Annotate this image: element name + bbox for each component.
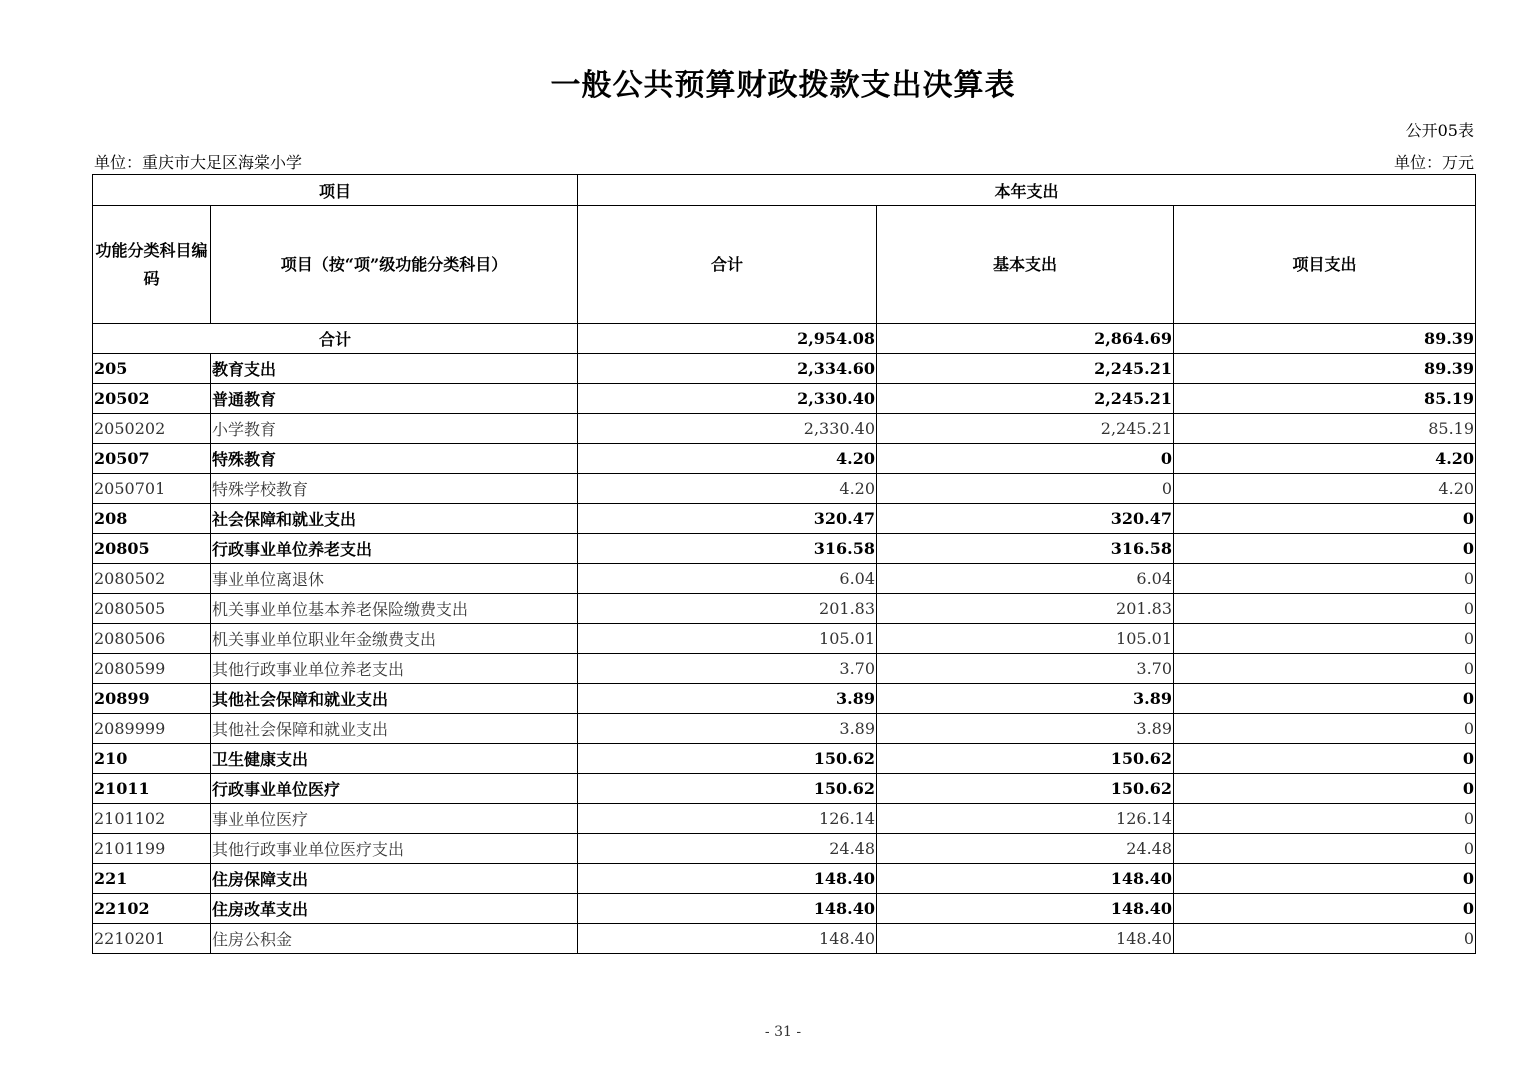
row-project: 0 xyxy=(1174,654,1476,684)
table-row xyxy=(93,624,1476,654)
row-basic: 3.70 xyxy=(877,654,1174,684)
table-row xyxy=(93,594,1476,624)
row-name: 住房公积金 xyxy=(211,924,578,954)
row-name: 机关事业单位职业年金缴费支出 xyxy=(211,624,578,654)
row-total: 4.20 xyxy=(578,474,877,504)
row-name: 其他社会保障和就业支出 xyxy=(211,714,578,744)
table-row xyxy=(93,414,1476,444)
page-number: - 31 - xyxy=(764,1024,802,1040)
row-code: 210 xyxy=(93,744,211,774)
row-name: 行政事业单位养老支出 xyxy=(211,534,578,564)
row-code: 2080502 xyxy=(93,564,211,594)
row-name: 事业单位医疗 xyxy=(211,804,578,834)
row-project: 0 xyxy=(1174,744,1476,774)
row-name: 教育支出 xyxy=(211,354,578,384)
row-basic: 0 xyxy=(877,444,1174,474)
row-code: 2210201 xyxy=(93,924,211,954)
row-basic: 2,245.21 xyxy=(877,354,1174,384)
row-total: 148.40 xyxy=(578,924,877,954)
row-basic: 316.58 xyxy=(877,534,1174,564)
row-total: 4.20 xyxy=(578,444,877,474)
row-code: 205 xyxy=(93,354,211,384)
row-total: 105.01 xyxy=(578,624,877,654)
row-name: 特殊教育 xyxy=(211,444,578,474)
row-project: 85.19 xyxy=(1174,384,1476,414)
table-row xyxy=(93,654,1476,684)
row-basic: 150.62 xyxy=(877,774,1174,804)
table-row xyxy=(93,744,1476,774)
row-total: 2,334.60 xyxy=(578,354,877,384)
row-project: 0 xyxy=(1174,534,1476,564)
table-row xyxy=(93,834,1476,864)
row-code: 2080506 xyxy=(93,624,211,654)
row-total: 3.89 xyxy=(578,684,877,714)
total-project: 89.39 xyxy=(1174,324,1476,354)
expenditure-table xyxy=(92,174,1476,954)
table-row xyxy=(93,804,1476,834)
row-total: 320.47 xyxy=(578,504,877,534)
table-row xyxy=(93,564,1476,594)
header-total: 合计 xyxy=(578,206,877,324)
header-project-expenditure: 项目支出 xyxy=(1174,206,1476,324)
header-project: 项目 xyxy=(93,175,578,206)
row-name: 事业单位离退休 xyxy=(211,564,578,594)
row-code: 20899 xyxy=(93,684,211,714)
row-basic: 105.01 xyxy=(877,624,1174,654)
row-project: 89.39 xyxy=(1174,354,1476,384)
form-number: 公开05表 xyxy=(1405,121,1474,140)
table-row xyxy=(93,354,1476,384)
row-total: 3.70 xyxy=(578,654,877,684)
row-code: 2080599 xyxy=(93,654,211,684)
row-basic: 24.48 xyxy=(877,834,1174,864)
row-name: 其他行政事业单位医疗支出 xyxy=(211,834,578,864)
row-project: 0 xyxy=(1174,774,1476,804)
row-total: 148.40 xyxy=(578,864,877,894)
header-item: 项目（按“项”级功能分类科目） xyxy=(211,206,578,324)
row-basic: 3.89 xyxy=(877,714,1174,744)
row-project: 0 xyxy=(1174,624,1476,654)
row-name: 卫生健康支出 xyxy=(211,744,578,774)
row-total: 126.14 xyxy=(578,804,877,834)
unit-organization: 单位：重庆市大足区海棠小学 xyxy=(94,153,303,172)
header-row-columns xyxy=(93,206,1476,324)
row-basic: 150.62 xyxy=(877,744,1174,774)
row-total: 3.89 xyxy=(578,714,877,744)
row-code: 2080505 xyxy=(93,594,211,624)
row-basic: 201.83 xyxy=(877,594,1174,624)
row-name: 行政事业单位医疗 xyxy=(211,774,578,804)
total-sum: 2,954.08 xyxy=(578,324,877,354)
row-name: 机关事业单位基本养老保险缴费支出 xyxy=(211,594,578,624)
row-name: 住房改革支出 xyxy=(211,894,578,924)
row-code: 20805 xyxy=(93,534,211,564)
row-code: 22102 xyxy=(93,894,211,924)
row-basic: 2,245.21 xyxy=(877,384,1174,414)
row-project: 0 xyxy=(1174,684,1476,714)
row-total: 24.48 xyxy=(578,834,877,864)
table-row xyxy=(93,924,1476,954)
row-total: 316.58 xyxy=(578,534,877,564)
table-row xyxy=(93,684,1476,714)
table-row xyxy=(93,864,1476,894)
row-basic: 0 xyxy=(877,474,1174,504)
total-row xyxy=(93,324,1476,354)
row-project: 0 xyxy=(1174,864,1476,894)
header-row-group xyxy=(93,175,1476,206)
row-name: 其他社会保障和就业支出 xyxy=(211,684,578,714)
header-basic: 基本支出 xyxy=(877,206,1174,324)
row-total: 148.40 xyxy=(578,894,877,924)
row-code: 20502 xyxy=(93,384,211,414)
row-code: 21011 xyxy=(93,774,211,804)
row-project: 0 xyxy=(1174,834,1476,864)
row-name: 其他行政事业单位养老支出 xyxy=(211,654,578,684)
row-code: 2101199 xyxy=(93,834,211,864)
row-total: 201.83 xyxy=(578,594,877,624)
row-project: 0 xyxy=(1174,714,1476,744)
row-project: 0 xyxy=(1174,894,1476,924)
table-row xyxy=(93,894,1476,924)
row-basic: 148.40 xyxy=(877,924,1174,954)
row-total: 2,330.40 xyxy=(578,384,877,414)
row-name: 小学教育 xyxy=(211,414,578,444)
row-code: 208 xyxy=(93,504,211,534)
row-total: 150.62 xyxy=(578,744,877,774)
row-project: 4.20 xyxy=(1174,444,1476,474)
row-basic: 2,245.21 xyxy=(877,414,1174,444)
page-title: 一般公共预算财政拨款支出决算表 xyxy=(550,68,1016,103)
row-code: 2089999 xyxy=(93,714,211,744)
row-code: 2050701 xyxy=(93,474,211,504)
row-name: 社会保障和就业支出 xyxy=(211,504,578,534)
row-project: 0 xyxy=(1174,564,1476,594)
row-total: 150.62 xyxy=(578,774,877,804)
table-row xyxy=(93,774,1476,804)
row-name: 特殊学校教育 xyxy=(211,474,578,504)
row-basic: 148.40 xyxy=(877,894,1174,924)
unit-currency: 单位：万元 xyxy=(1393,153,1474,172)
row-name: 住房保障支出 xyxy=(211,864,578,894)
table-row xyxy=(93,714,1476,744)
row-project: 0 xyxy=(1174,504,1476,534)
row-name: 普通教育 xyxy=(211,384,578,414)
row-code: 221 xyxy=(93,864,211,894)
row-basic: 126.14 xyxy=(877,804,1174,834)
header-code: 功能分类科目编码 xyxy=(93,206,211,324)
table-row xyxy=(93,384,1476,414)
row-basic: 3.89 xyxy=(877,684,1174,714)
row-total: 2,330.40 xyxy=(578,414,877,444)
row-basic: 6.04 xyxy=(877,564,1174,594)
row-basic: 320.47 xyxy=(877,504,1174,534)
row-project: 0 xyxy=(1174,924,1476,954)
row-project: 4.20 xyxy=(1174,474,1476,504)
table-row xyxy=(93,534,1476,564)
row-code: 2101102 xyxy=(93,804,211,834)
row-project: 0 xyxy=(1174,594,1476,624)
table-row xyxy=(93,474,1476,504)
table-row xyxy=(93,504,1476,534)
row-total: 6.04 xyxy=(578,564,877,594)
header-current-year: 本年支出 xyxy=(578,175,1476,206)
row-code: 20507 xyxy=(93,444,211,474)
row-project: 0 xyxy=(1174,804,1476,834)
row-basic: 148.40 xyxy=(877,864,1174,894)
row-project: 85.19 xyxy=(1174,414,1476,444)
total-label: 合计 xyxy=(93,324,578,354)
total-basic: 2,864.69 xyxy=(877,324,1174,354)
table-row xyxy=(93,444,1476,474)
row-code: 2050202 xyxy=(93,414,211,444)
